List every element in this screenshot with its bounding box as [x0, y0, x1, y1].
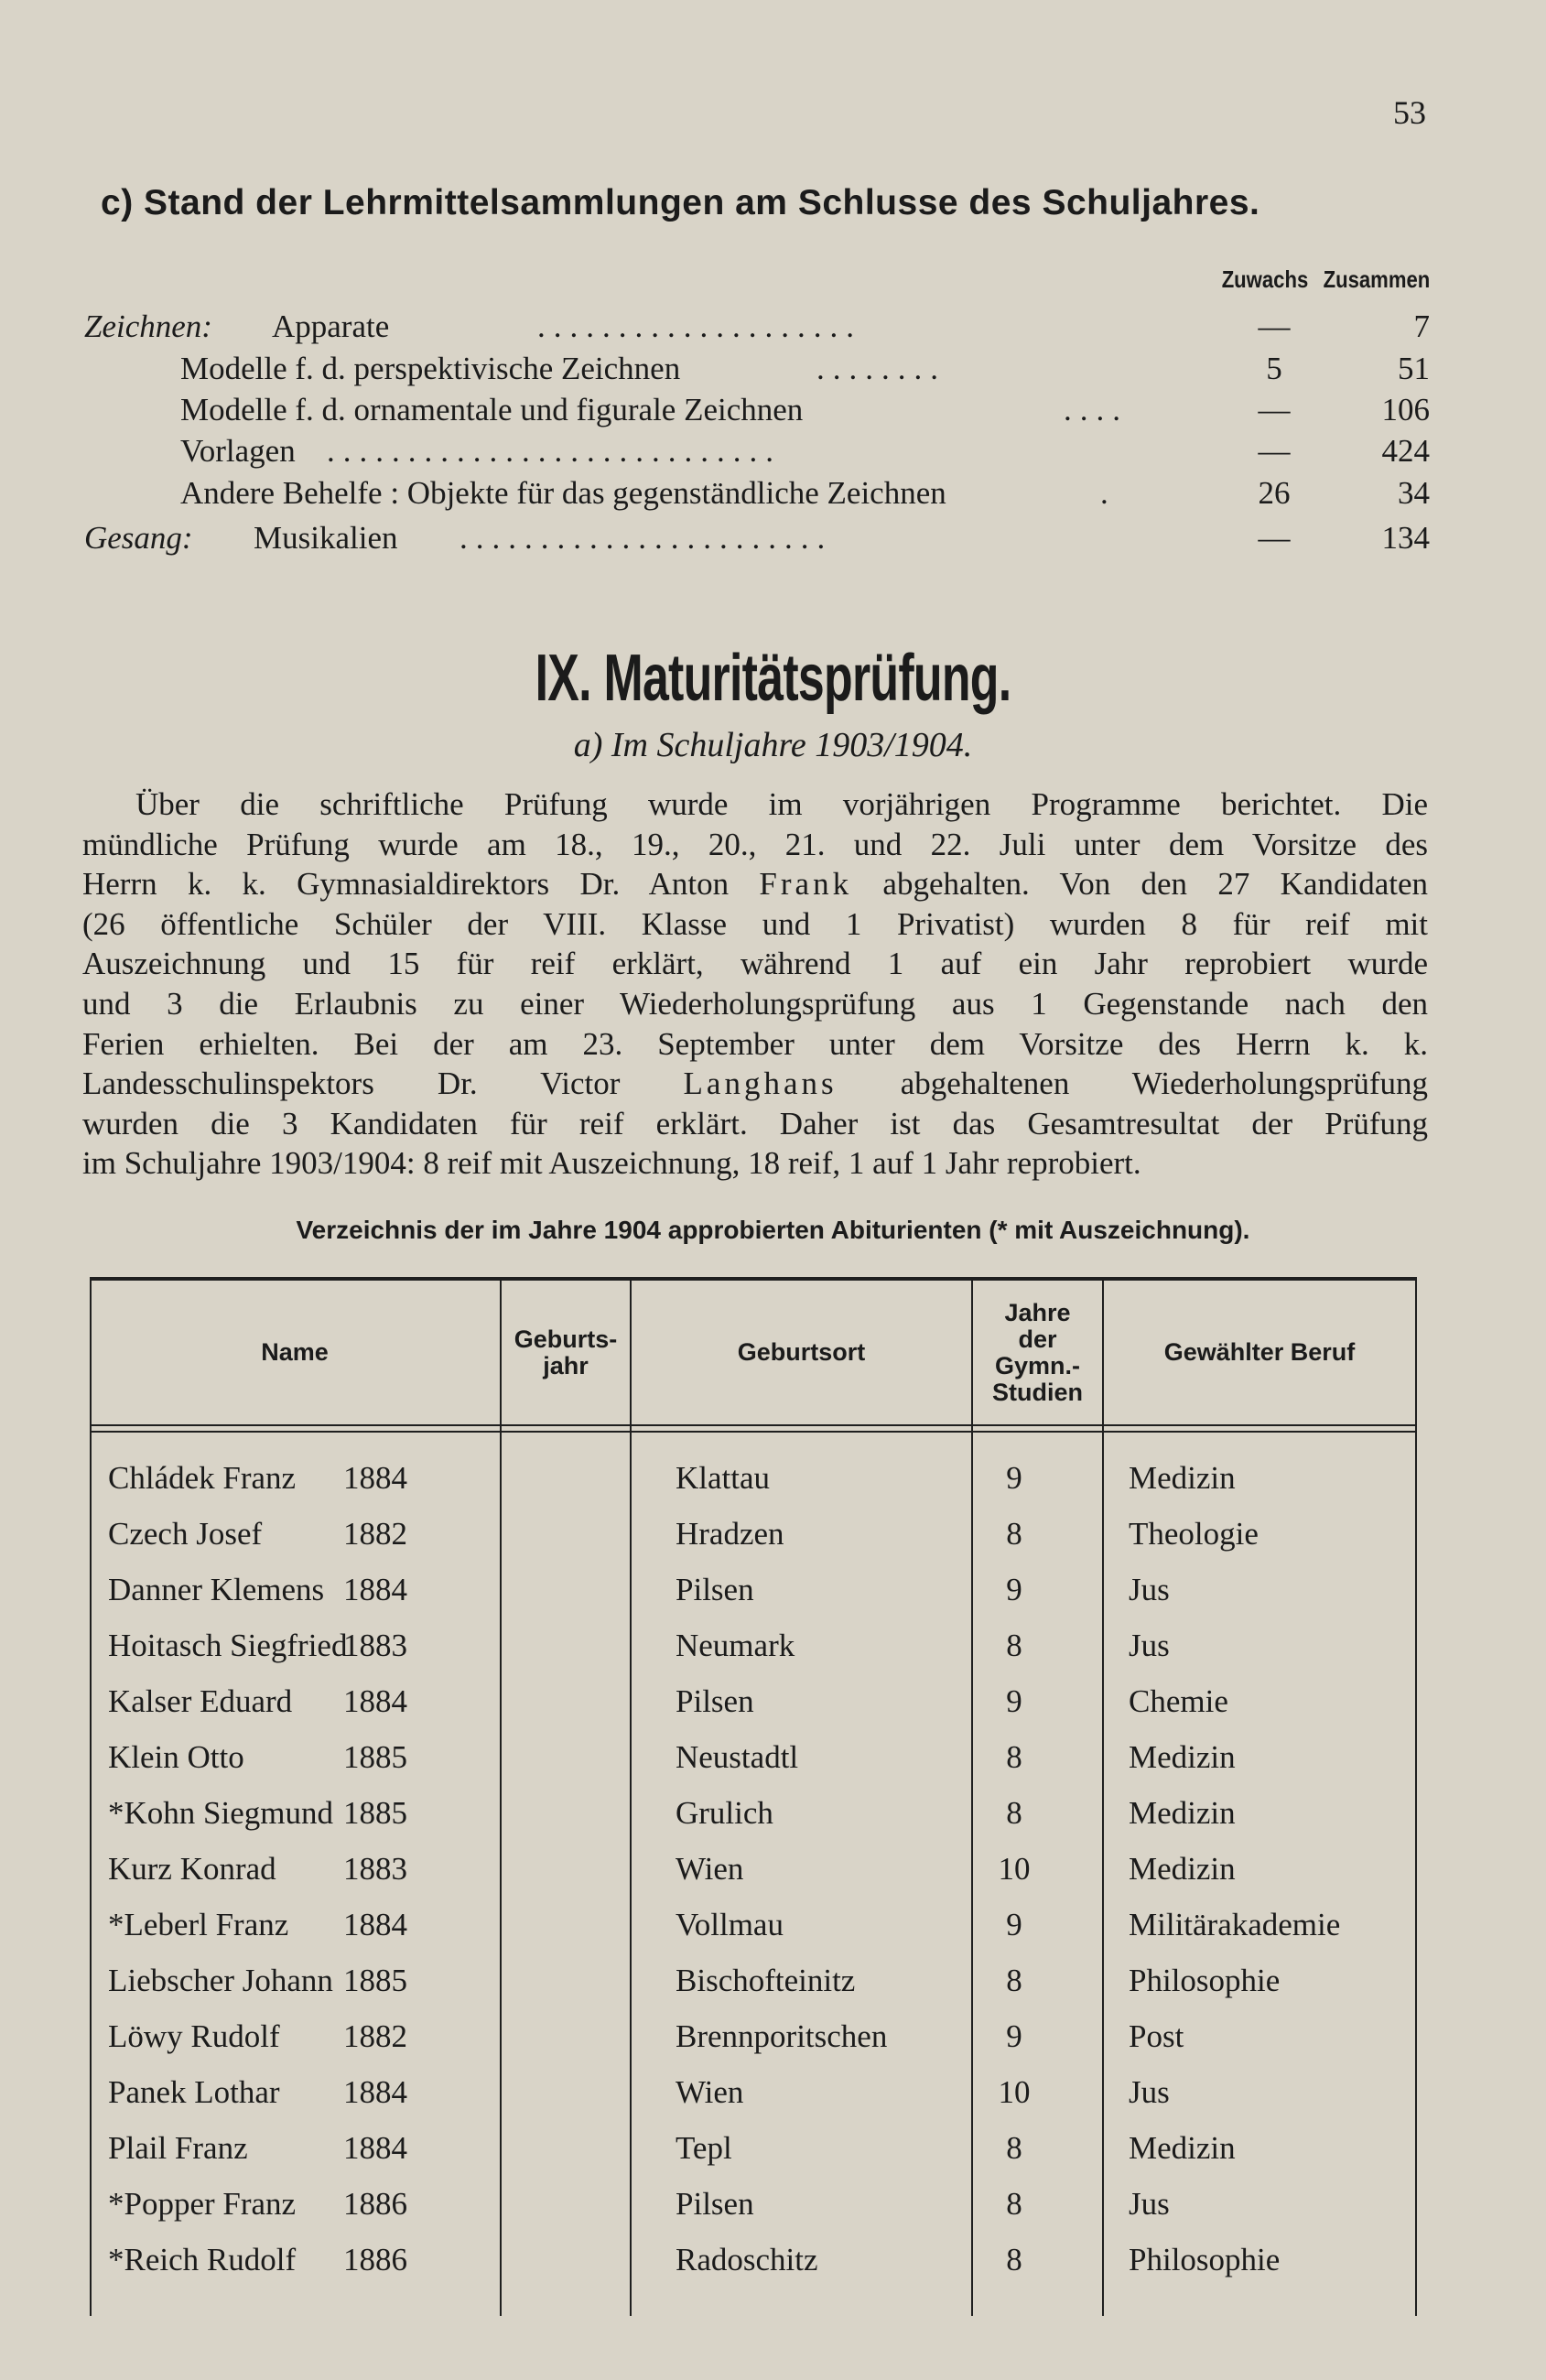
column-header-zusammen: Zusammen [1323, 265, 1430, 293]
cell-study-years: 9 [1006, 1907, 1022, 1942]
cell-name: *Popper Franz [108, 2186, 297, 2222]
header-profession: Gewählter Beruf [1163, 1338, 1356, 1366]
cell-name: *Leberl Franz [108, 1907, 289, 1942]
cell-study-years: 8 [1006, 2242, 1022, 2277]
cell-birthplace: Pilsen [676, 1683, 754, 1719]
cell-name: Kurz Konrad [108, 1851, 276, 1887]
cell-profession: Theologie [1129, 1516, 1259, 1552]
header-birth-year-line: jahr [543, 1351, 589, 1379]
cell-birth-year: 1884 [343, 1460, 407, 1496]
inventory-row: Andere Behelfe : Objekte für das gegenständliche Zeichnen . 26 34 [180, 475, 1430, 511]
paragraph-line: wurden die 3 Kandidaten für reif erklärt. Daher ist das Gesamtresultat der Prüfung [82, 1105, 1428, 1141]
cell-birth-year: 1882 [343, 1516, 407, 1552]
paragraph-text: Landesschulinspektors Dr. Victor [82, 1066, 621, 1102]
chapter-title: IX. Maturitätsprüfung. [535, 642, 1011, 715]
cell-birth-year: 1885 [343, 1795, 407, 1831]
paragraph-line: und 3 die Erlaubnis zu einer Wiederholungsprüfung aus 1 Gegenstande nach den [82, 985, 1428, 1022]
paragraph-line: mündliche Prüfung wurde am 18., 19., 20., 21. und 22. Juli unter dem Vorsitze des [82, 826, 1428, 862]
chapter-subtitle: a) Im Schuljahre 1903/1904. [573, 726, 973, 764]
exam-report-paragraph [82, 784, 1428, 1184]
paragraph-text: Herrn k. k. Gymnasialdirektors Dr. Anton [82, 866, 730, 903]
cell-birthplace: Hradzen [676, 1516, 784, 1552]
cell-name: Czech Josef [108, 1516, 263, 1552]
inventory-heading: c) Stand der Lehrmittelsammlungen am Schlusse des Schuljahres. [101, 183, 1260, 222]
column-header-zuwachs: Zuwachs [1221, 265, 1308, 293]
cell-birth-year: 1885 [343, 1963, 407, 1998]
table-row [90, 2006, 1417, 2061]
inventory-zusammen: 7 [1413, 308, 1430, 344]
cell-birth-year: 1884 [343, 2074, 407, 2110]
cell-name: Hoitasch Siegfried [108, 1628, 348, 1663]
cell-birthplace: Pilsen [676, 2186, 754, 2222]
inventory-zuwachs: — [1258, 433, 1291, 469]
inventory-zuwachs: — [1258, 520, 1291, 556]
table-row [90, 2061, 1417, 2117]
inventory-zusammen: 424 [1381, 433, 1430, 469]
table-rule-header-2 [90, 1431, 1417, 1433]
inventory-row: Zeichnen: Apparate .................... — 7 [84, 308, 1430, 344]
cell-profession: Jus [1129, 1572, 1170, 1607]
director-name: Frank [759, 866, 853, 903]
cell-study-years: 8 [1006, 1739, 1022, 1775]
inventory-zusammen: 51 [1398, 351, 1430, 386]
table-row [90, 2229, 1417, 2285]
table-row [90, 1950, 1417, 2006]
cell-study-years: 10 [998, 1851, 1031, 1887]
cell-profession: Jus [1129, 1628, 1170, 1663]
cell-birthplace: Grulich [676, 1795, 773, 1831]
header-study-years-line: der [1018, 1325, 1057, 1353]
paragraph-line: im Schuljahre 1903/1904: 8 reif mit Auszeichnung, 18 reif, 1 auf 1 Jahr reprobiert. [82, 1145, 1141, 1182]
table-row [90, 1838, 1417, 1894]
cell-study-years: 8 [1006, 1795, 1022, 1831]
cell-study-years: 8 [1006, 1963, 1022, 1998]
cell-profession: Medizin [1129, 1739, 1236, 1775]
cell-profession: Jus [1129, 2186, 1170, 2222]
header-birth-year-line: Geburts- [514, 1325, 618, 1353]
cell-birthplace: Neustadtl [676, 1739, 799, 1775]
cell-birthplace: Klattau [676, 1460, 771, 1496]
cell-name: Liebscher Johann [108, 1963, 333, 1998]
paragraph-line: (26 öffentliche Schüler der VIII. Klasse und 1 Privatist) wurden 8 für reif mit [82, 905, 1428, 942]
paragraph-line [82, 1064, 1428, 1104]
cell-study-years: 9 [1006, 1460, 1022, 1496]
cell-study-years: 8 [1006, 1516, 1022, 1552]
header-study-years [973, 1281, 1102, 1424]
inventory-row: Modelle f. d. ornamentale und figurale Zeichnen .... — 106 [180, 392, 1430, 427]
cell-birth-year: 1883 [343, 1851, 407, 1887]
cell-name: *Reich Rudolf [108, 2242, 297, 2277]
cell-birth-year: 1884 [343, 2130, 407, 2166]
cell-profession: Post [1129, 2018, 1184, 2054]
inventory-item: Andere Behelfe : Objekte für das gegenständliche Zeichnen [180, 475, 946, 511]
paragraph-line: Ferien erhielten. Bei der am 23. September unter dem Vorsitze des Herrn k. k. [82, 1025, 1428, 1062]
inventory-row: Vorlagen ............................ — 424 [180, 433, 1430, 469]
table-row [90, 1559, 1417, 1615]
paragraph-line [82, 864, 1428, 904]
cell-birth-year: 1884 [343, 1683, 407, 1719]
table-row [90, 1894, 1417, 1950]
cell-birth-year: 1883 [343, 1628, 407, 1663]
inventory-item: Vorlagen [180, 433, 296, 469]
inventory-zuwachs: — [1258, 308, 1291, 344]
cell-name: Kalser Eduard [108, 1683, 293, 1719]
inventory-category: Gesang: [84, 520, 193, 556]
table-row [90, 2117, 1417, 2173]
table-row [90, 2173, 1417, 2229]
cell-birth-year: 1882 [343, 2018, 407, 2054]
table-row [90, 1503, 1417, 1559]
table-rule-header [90, 1424, 1417, 1426]
cell-study-years: 9 [1006, 1683, 1022, 1719]
cell-name: Panek Lothar [108, 2074, 280, 2110]
cell-name: Chládek Franz [108, 1460, 297, 1496]
cell-name: Löwy Rudolf [108, 2018, 280, 2054]
cell-birthplace: Neumark [676, 1628, 795, 1663]
cell-birthplace: Radoschitz [676, 2242, 818, 2277]
cell-profession: Militärakademie [1129, 1907, 1341, 1942]
inventory-item: Musikalien [254, 520, 398, 556]
cell-name: *Kohn Siegmund [108, 1795, 333, 1831]
cell-study-years: 10 [998, 2074, 1031, 2110]
cell-birthplace: Wien [676, 1851, 744, 1887]
cell-name: Danner Klemens [108, 1572, 325, 1607]
cell-birthplace: Tepl [676, 2130, 732, 2166]
cell-profession: Philosophie [1129, 2242, 1281, 2277]
inventory-zuwachs: 26 [1258, 475, 1291, 511]
cell-name: Plail Franz [108, 2130, 248, 2166]
table-row [90, 1615, 1417, 1671]
paragraph-line: Über die schriftliche Prüfung wurde im vorjährigen Programme berichtet. Die [135, 786, 1428, 822]
header-study-years-line: Studien [992, 1378, 1083, 1406]
cell-profession: Medizin [1129, 2130, 1236, 2166]
cell-name: Klein Otto [108, 1739, 244, 1775]
paragraph-text: abgehalten. Von den 27 Kandidaten [882, 866, 1429, 903]
cell-study-years: 9 [1006, 1572, 1022, 1607]
cell-birth-year: 1886 [343, 2242, 407, 2277]
cell-study-years: 8 [1006, 1628, 1022, 1663]
header-study-years-line: Jahre [1004, 1298, 1071, 1326]
header-name: Name [261, 1338, 329, 1366]
inspector-name: Langhans [683, 1066, 838, 1102]
header-study-years-line: Gymn.- [994, 1351, 1080, 1379]
cell-birth-year: 1885 [343, 1739, 407, 1775]
inventory-zusammen: 34 [1398, 475, 1430, 511]
header-birth-year [502, 1281, 630, 1424]
cell-birth-year: 1884 [343, 1907, 407, 1942]
inventory-zuwachs: 5 [1266, 351, 1282, 386]
table-row [90, 1782, 1417, 1838]
cell-birth-year: 1886 [343, 2186, 407, 2222]
inventory-zusammen: 134 [1381, 520, 1430, 556]
graduates-caption: Verzeichnis der im Jahre 1904 approbierten Abiturienten (* mit Auszeichnung). [296, 1216, 1250, 1244]
cell-birthplace: Vollmau [676, 1907, 784, 1942]
inventory-zuwachs: — [1258, 392, 1291, 427]
cell-profession: Medizin [1129, 1460, 1236, 1496]
table-row [90, 1447, 1417, 1503]
paragraph-line: Auszeichnung und 15 für reif erklärt, während 1 auf ein Jahr reprobiert wurde [82, 946, 1428, 982]
cell-profession: Medizin [1129, 1851, 1236, 1887]
cell-profession: Medizin [1129, 1795, 1236, 1831]
inventory-item: Modelle f. d. perspektivische Zeichnen [180, 351, 681, 386]
cell-study-years: 8 [1006, 2130, 1022, 2166]
cell-study-years: 8 [1006, 2186, 1022, 2222]
inventory-category: Zeichnen: [84, 308, 212, 344]
page-number: 53 [1393, 94, 1426, 131]
graduates-table [90, 1277, 1417, 2316]
cell-study-years: 9 [1006, 2018, 1022, 2054]
cell-profession: Jus [1129, 2074, 1170, 2110]
cell-profession: Chemie [1129, 1683, 1228, 1719]
inventory-zusammen: 106 [1381, 392, 1430, 427]
table-row [90, 1671, 1417, 1726]
cell-birthplace: Brennporitschen [676, 2018, 888, 2054]
inventory-row: Gesang: Musikalien ....................... — 134 [84, 520, 1430, 556]
cell-profession: Philosophie [1129, 1963, 1281, 1998]
inventory-row: Modelle f. d. perspektivische Zeichnen ........ 5 51 [180, 351, 1430, 386]
cell-birthplace: Wien [676, 2074, 744, 2110]
table-row [90, 1726, 1417, 1782]
header-birthplace: Geburtsort [737, 1338, 866, 1366]
cell-birthplace: Bischofteinitz [676, 1963, 856, 1998]
cell-birthplace: Pilsen [676, 1572, 754, 1607]
inventory-item: Apparate [272, 308, 390, 344]
inventory-item: Modelle f. d. ornamentale und figurale Zeichnen [180, 392, 804, 427]
cell-birth-year: 1884 [343, 1572, 407, 1607]
paragraph-text: abgehaltenen Wiederholungsprüfung [900, 1066, 1429, 1102]
